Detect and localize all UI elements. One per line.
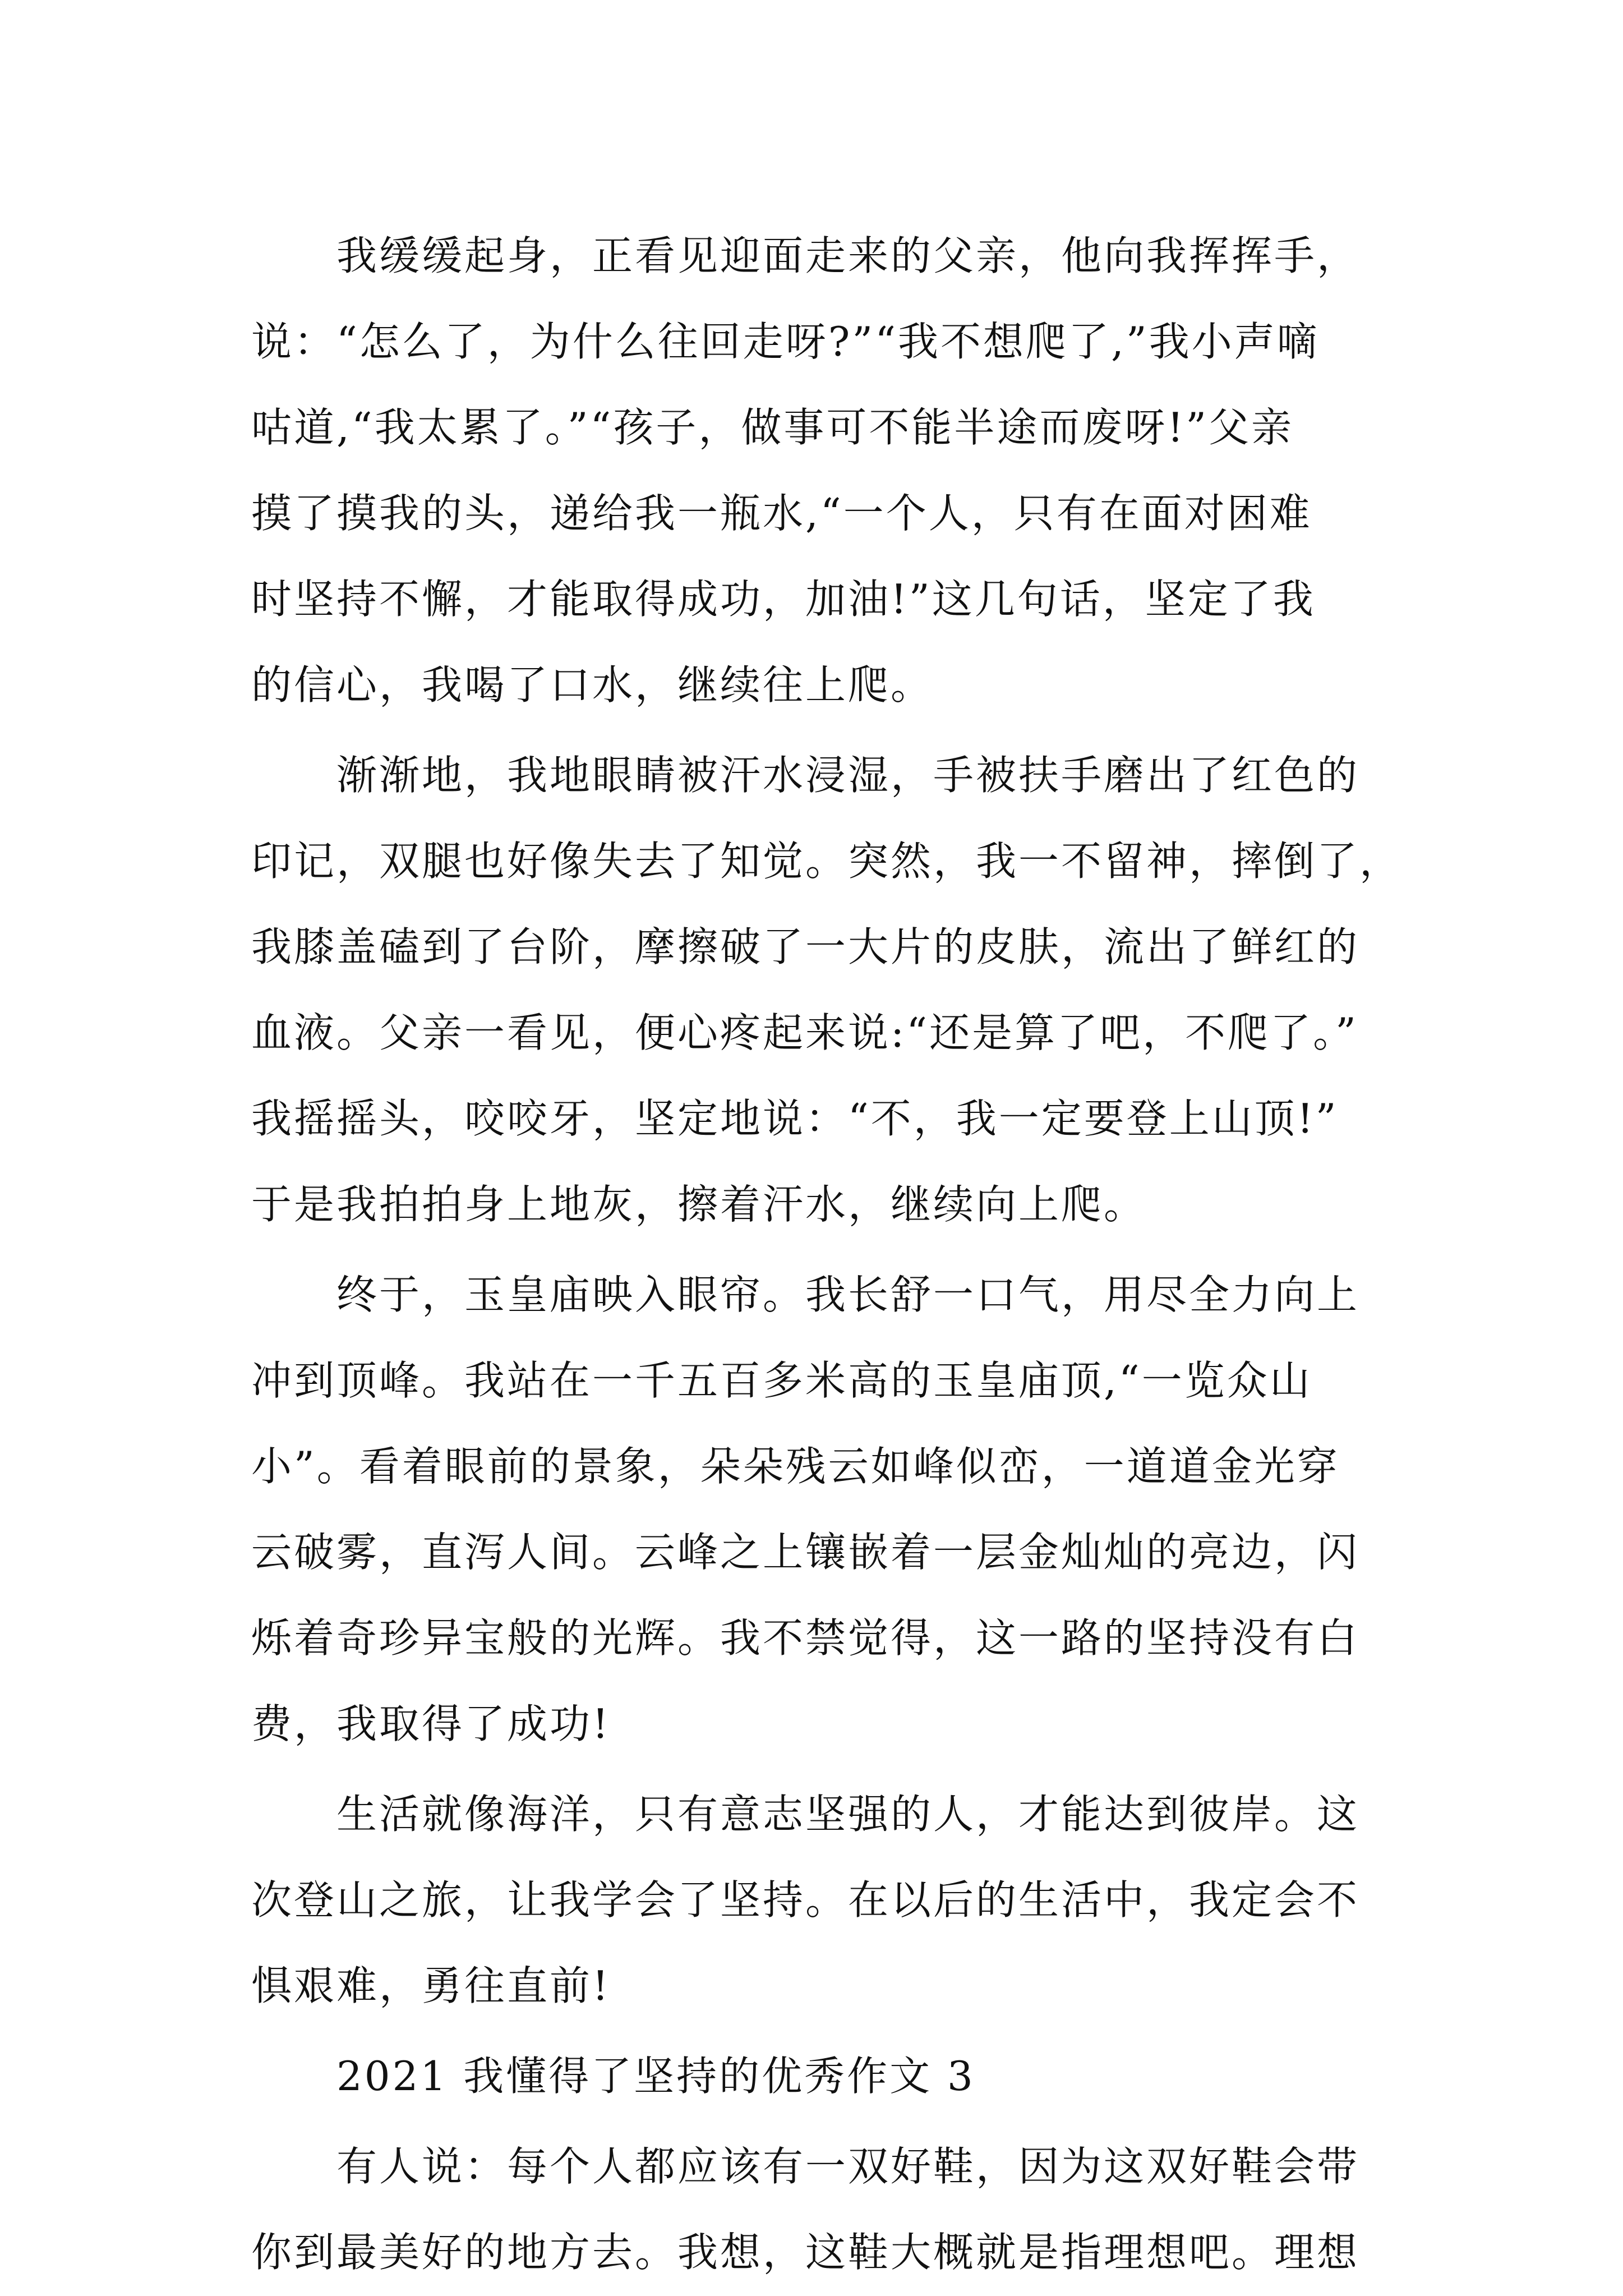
- text-line: 我缓缓起身，正看见迎面走来的父亲，他向我挥挥手，: [251, 232, 1360, 279]
- text-line: 冲到顶峰。我站在一千五百多米高的玉皇庙顶,“一览众山: [251, 1357, 1312, 1404]
- text-line: 印记，双腿也好像失去了知觉。突然，我一不留神，摔倒了，: [251, 838, 1403, 885]
- text-line: 烁着奇珍异宝般的光辉。我不禁觉得，这一路的坚持没有白: [251, 1614, 1360, 1662]
- essay-body: [251, 213, 1403, 2295]
- text-line: 摸了摸我的头，递给我一瓶水,“一个人，只有在面对困难: [251, 490, 1312, 537]
- paragraph: [251, 1772, 1384, 2029]
- text-line: 你到最美好的地方去。我想，这鞋大概就是指理想吧。理想: [251, 2229, 1360, 2276]
- text-line: 终于，玉皇庙映入眼帘。我长舒一口气，用尽全力向上: [251, 1271, 1360, 1318]
- text-line: 咕道,“我太累了。”“孩子，做事可不能半途而废呀!”父亲: [251, 404, 1294, 451]
- text-line: 我摇摇头，咬咬牙，坚定地说：“不，我一定要登上山顶!”: [251, 1095, 1339, 1142]
- text-line: 我膝盖磕到了台阶，摩擦破了一大片的皮肤，流出了鲜红的: [251, 923, 1360, 970]
- text-line: 的信心，我喝了口水，继续往上爬。: [251, 661, 934, 708]
- text-line: 血液。父亲一看见，便心疼起来说:“还是算了吧，不爬了。”: [251, 1009, 1358, 1056]
- heading-line: 2021 我懂得了坚持的优秀作文 3: [251, 2053, 975, 2100]
- text-line: 有人说：每个人都应该有一双好鞋，因为这双好鞋会带: [251, 2143, 1360, 2190]
- text-line: 时坚持不懈，才能取得成功，加油!”这几句话，坚定了我: [251, 576, 1316, 623]
- text-line: 惧艰难，勇往直前!: [251, 1962, 611, 2009]
- paragraph-gap: [251, 1767, 1384, 1772]
- paragraph: [251, 733, 1403, 1248]
- paragraph-gap: [251, 2029, 1384, 2033]
- text-line: 于是我拍拍身上地灰，擦着汗水，继续向上爬。: [251, 1181, 1147, 1228]
- paragraph: [251, 213, 1384, 728]
- paragraph-gap: [251, 1248, 1384, 1252]
- text-line: 次登山之旅，让我学会了坚持。在以后的生活中，我定会不: [251, 1876, 1360, 1924]
- text-line: 渐渐地，我地眼睛被汗水浸湿，手被扶手磨出了红色的: [251, 752, 1360, 799]
- text-line: 生活就像海洋，只有意志坚强的人，才能达到彼岸。这: [251, 1791, 1360, 1838]
- paragraph-gap: [251, 728, 1384, 733]
- paragraph: [251, 1252, 1384, 1767]
- text-line: 小”。看着眼前的景象，朵朵残云如峰似峦，一道道金光穿: [251, 1443, 1340, 1490]
- text-line: 云破雾，直泻人间。云峰之上镶嵌着一层金灿灿的亮边，闪: [251, 1529, 1360, 1576]
- text-line: 费，我取得了成功!: [251, 1700, 611, 1747]
- text-line: 说：“怎么了，为什么往回走呀?”“我不想爬了,”我小声嘀: [251, 318, 1320, 365]
- paragraph-gap: [251, 2119, 1384, 2124]
- section-heading: [251, 2033, 1384, 2119]
- paragraph: [251, 2124, 1384, 2295]
